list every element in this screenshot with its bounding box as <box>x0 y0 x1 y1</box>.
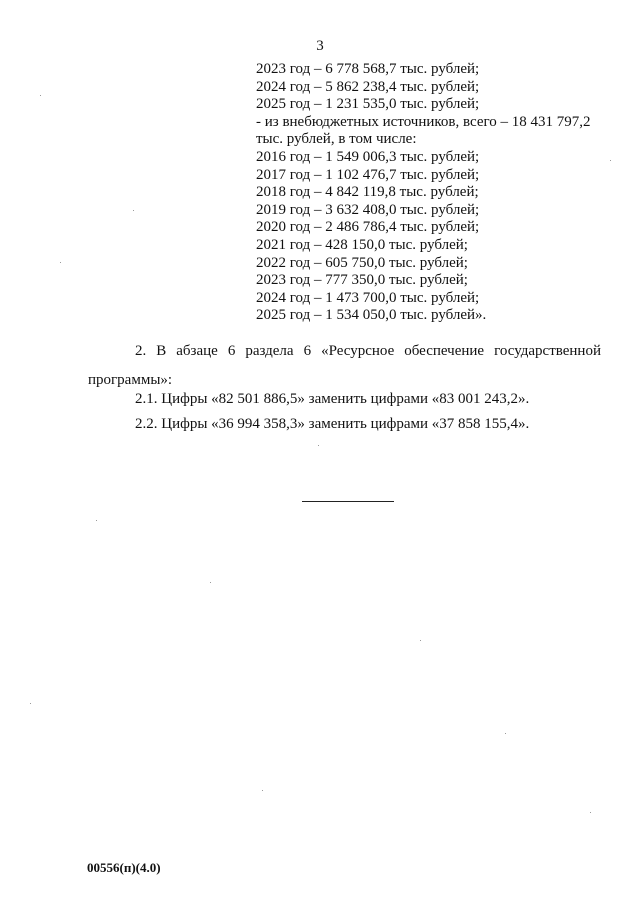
budget-line: 2019 год – 3 632 408,0 тыс. рублей; <box>256 201 480 218</box>
document-code: 00556(п)(4.0) <box>87 860 161 875</box>
scan-speck <box>30 703 31 704</box>
budget-line: 2024 год – 1 473 700,0 тыс. рублей; <box>256 289 480 306</box>
budget-line: 2025 год – 1 231 535,0 тыс. рублей; <box>256 96 480 113</box>
budget-line: 2025 год – 1 534 050,0 тыс. рублей». <box>256 307 487 324</box>
scan-speck <box>590 812 591 813</box>
scan-speck <box>96 520 97 521</box>
budget-line: 2023 год – 777 350,0 тыс. рублей; <box>256 272 468 289</box>
budget-line: 2023 год – 6 778 568,7 тыс. рублей; <box>256 61 480 77</box>
budget-list <box>256 61 616 325</box>
scan-speck <box>610 160 611 161</box>
scan-speck <box>40 95 41 96</box>
scan-speck <box>133 210 134 211</box>
budget-line: - из внебюджетных источников, всего – 18 431 797,2 <box>256 113 591 130</box>
budget-line: тыс. рублей, в том числе: <box>256 131 417 148</box>
scan-speck <box>60 262 61 263</box>
budget-line: 2016 год – 1 549 006,3 тыс. рублей; <box>256 148 480 165</box>
budget-line: 2018 год – 4 842 119,8 тыс. рублей; <box>256 184 479 201</box>
budget-line: 2024 год – 5 862 238,4 тыс. рублей; <box>256 78 480 95</box>
paragraph-2-2: 2.2. Цифры «36 994 358,3» заменить цифрами «37 858 155,4». <box>135 416 530 432</box>
budget-line: 2021 год – 428 150,0 тыс. рублей; <box>256 236 468 253</box>
paragraph-2-1: 2.1. Цифры «82 501 886,5» заменить цифрами «83 001 243,2». <box>135 391 530 407</box>
scan-speck <box>210 582 211 583</box>
scan-speck <box>318 445 319 446</box>
budget-line: 2022 год – 605 750,0 тыс. рублей; <box>256 254 468 271</box>
separator-line <box>302 501 394 502</box>
scan-speck <box>262 790 263 791</box>
scan-speck <box>505 733 506 734</box>
page-number: 3 <box>316 38 324 54</box>
budget-line: 2017 год – 1 102 476,7 тыс. рублей; <box>256 166 480 183</box>
paragraph-2: 2. В абзаце 6 раздела 6 «Ресурсное обеспечение государственной программы»: <box>88 343 601 388</box>
scan-speck <box>420 640 421 641</box>
budget-line: 2020 год – 2 486 786,4 тыс. рублей; <box>256 219 480 236</box>
